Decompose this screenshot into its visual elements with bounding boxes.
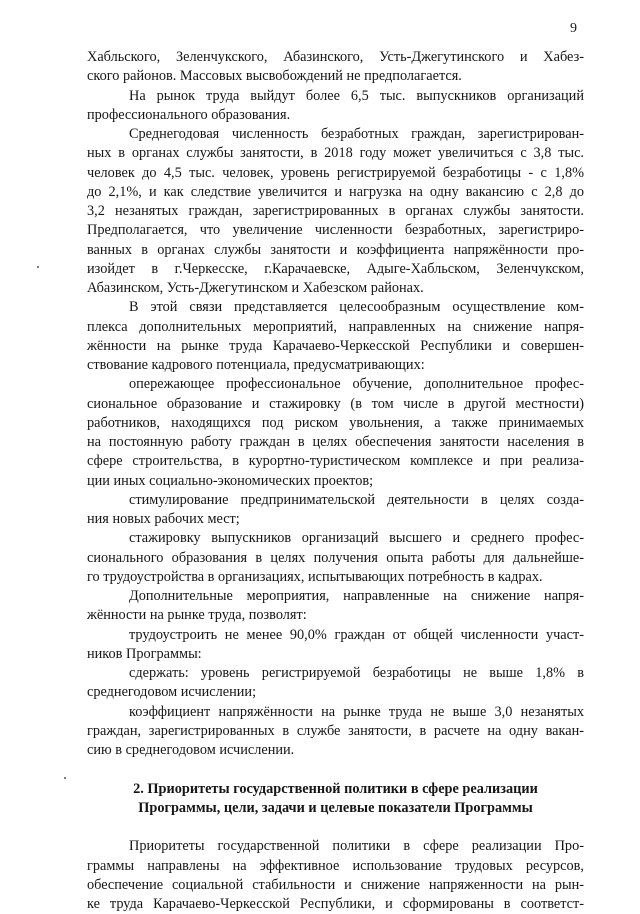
text-line: Предполагается, что увеличение численности безработных, зарегистриро- <box>87 222 584 239</box>
text-line: В этой связи представляется целесообразным осуществление ком- <box>129 299 584 316</box>
text-line: профессионального образования. <box>87 106 291 123</box>
text-line: сионального образования в целях получения опыта работы для дальнейше- <box>87 549 584 566</box>
text-line: Приоритеты государственной политики в сфере реализации Про- <box>129 838 584 855</box>
text-line: ствование кадрового потенциала, предусматривающих: <box>87 357 425 373</box>
text-line: ке труда Карачаево-Черкесской Республики, и сформированы в соответст- <box>87 896 584 912</box>
text-line: сдержать: уровень регистрируемой безработицы не выше 1,8% в <box>129 665 584 681</box>
text-line: сию в среднегодовом исчислении. <box>87 742 295 758</box>
text-line: Хабльского, Зеленчукского, Абазинского, Усть-Джегутинского и Хабез- <box>87 49 584 65</box>
text-line: плекса дополнительных мероприятий, направленных на снижение напря- <box>87 318 584 335</box>
text-line: среднегодовом исчислении; <box>87 684 257 701</box>
text-line: 3,2 незанятых граждан, зарегистрированных в органах службы занятости. <box>87 203 584 219</box>
text-line: Дополнительные мероприятия, направленные на снижение напря- <box>129 588 584 604</box>
text-line: го трудоустройства в организациях, испытывающих потребность в кадрах. <box>87 568 543 585</box>
text-line: коэффициент напряжённости на рынке труда не выше 3,0 незанятых <box>129 703 584 720</box>
section-heading-line: Программы, цели, задачи и целевые показатели Программы <box>138 799 533 816</box>
text-line: жённости на рынке труда Карачаево-Черкесской Республики и совершен- <box>87 337 584 354</box>
text-line: ных в органах службы занятости, в 2018 году может увеличиться с 3,8 тыс. <box>87 145 584 162</box>
text-line: Среднегодовая численность безработных граждан, зарегистрирован- <box>129 126 584 142</box>
final-paragraph <box>87 837 584 914</box>
text-line: опережающее профессиональное обучение, дополнительное профес- <box>129 376 584 393</box>
text-line: обеспечение социальной стабильности и снижение напряженности на рын- <box>87 876 584 893</box>
text-line: человек до 4,5 тыс. человек, уровень регистрируемой безработицы - с 1,8% <box>87 164 584 181</box>
text-line: граждан, зарегистрированных в службе занятости, в расчете на одну вакан- <box>87 722 584 739</box>
scan-speck <box>37 266 39 268</box>
text-line: до 2,1%, и как следствие увеличится и нагрузка на одну вакансию с 2,8 до <box>87 183 584 200</box>
text-line: Абазинском, Усть-Джегутинском и Хабезском районах. <box>87 280 424 296</box>
text-line: сфере строительства, в курортно-туристическом комплексе и при реализа- <box>87 453 584 470</box>
text-line: ния новых рабочих мест; <box>87 511 240 527</box>
text-line: стимулирование предпринимательской деятельности в целях созда- <box>129 491 584 508</box>
text-line: работников, находящихся под риском увольнения, а также принимаемых <box>87 414 584 431</box>
text-line: ников Программы: <box>87 645 202 662</box>
text-line: ского районов. Массовых высвобождений не предполагается. <box>87 68 462 85</box>
body-text <box>87 48 584 760</box>
section-heading-line: 2. Приоритеты государственной политики в сфере реализации <box>133 780 538 797</box>
text-line: жённости на рынке труда, позволят: <box>87 607 307 624</box>
section-heading <box>87 780 584 819</box>
text-line: на постоянную работу граждан в целях обеспечения занятости населения в <box>87 434 584 450</box>
document-body <box>87 48 584 914</box>
text-line: граммы направлены на эффективное использование трудовых ресурсов, <box>87 857 584 874</box>
text-line: изойдет в г.Черкесске, г.Карачаевске, Адыге-Хабльском, Зеленчукском, <box>87 260 584 277</box>
scan-speck <box>64 777 66 779</box>
text-line: трудоустроить не менее 90,0% граждан от общей численности участ- <box>129 626 584 643</box>
text-line: На рынок труда выйдут более 6,5 тыс. выпускников организаций <box>129 87 584 104</box>
text-line: стажировку выпускников организаций высшего и среднего профес- <box>129 530 584 547</box>
page-number: 9 <box>570 21 577 36</box>
text-line: сиональное образование и стажировку (в том числе в другой местности) <box>87 395 584 412</box>
text-line: ванных в органах службы занятости и коэффициента напряжённости про- <box>87 241 584 258</box>
text-line: ции иных социально-экономических проектов; <box>87 472 374 489</box>
